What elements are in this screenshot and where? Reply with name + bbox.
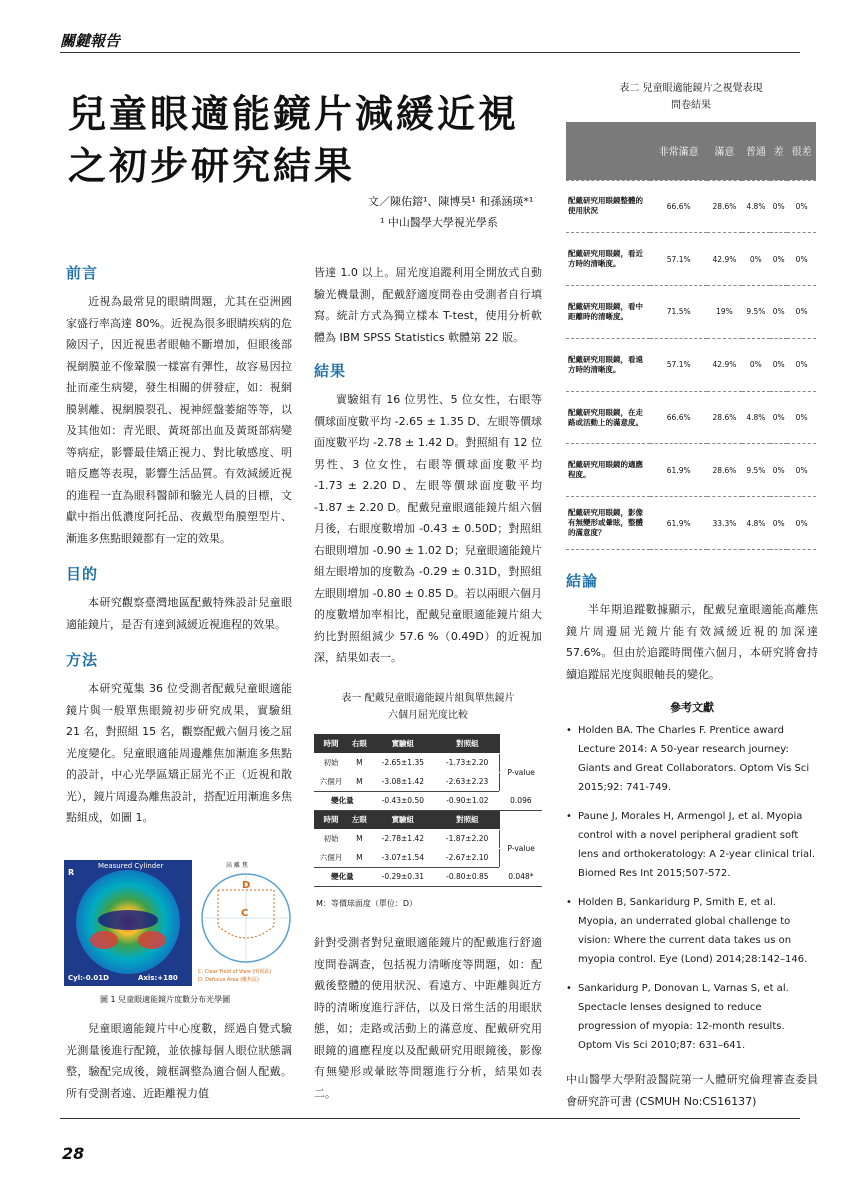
t2-cell: 28.6% <box>707 391 741 444</box>
conclusion-title: 結論 <box>566 572 599 590</box>
ethics-statement: 中山醫學大學附設醫院第一人體研究倫理審查委員會研究許可書 (CSMUH No:CS16137) <box>566 1073 818 1108</box>
t1-h-blank <box>500 810 542 829</box>
table-2 <box>566 122 816 550</box>
t2-cell: 0% <box>742 338 771 391</box>
t2-cell: 0% <box>770 338 787 391</box>
t1-cell: 變化量 <box>314 791 371 810</box>
t1-pvalue: P-value <box>500 753 542 791</box>
t2-cell: 0% <box>742 233 771 286</box>
t2-cell: 61.9% <box>650 497 707 550</box>
table-row <box>566 444 816 497</box>
diagram-top-label: 高 離 焦 <box>226 862 248 869</box>
title-line1: 兒童眼適能鏡片減緩近視 <box>68 92 520 136</box>
method-text-2: 兒童眼適能鏡片中心度數，經過自覺式驗光測量後進行配鏡，並依據每個人眼位狀態調整，驗配完成後，鏡框調整為適合個人配戴。所有受測者遠、近距離視力值 <box>66 1022 292 1100</box>
t1-h-ctrl: 對照組 <box>435 734 500 753</box>
table-row <box>314 753 542 772</box>
figure-1 <box>64 860 294 990</box>
table-2-caption <box>566 80 816 114</box>
table-1-header-right <box>314 734 542 753</box>
table-row <box>566 286 816 339</box>
column-1 <box>66 262 292 829</box>
table-2-caption-line2: 問卷結果 <box>671 100 711 111</box>
t2-cell: 0% <box>787 391 816 444</box>
t1-cell: M <box>348 829 371 848</box>
t2-h-satisfied: 滿意 <box>707 122 741 180</box>
page-number: 28 <box>62 1144 85 1163</box>
t1-cell: M <box>348 848 371 867</box>
lens-diagram <box>198 860 294 986</box>
table-row <box>566 338 816 391</box>
t2-cell: 0% <box>787 286 816 339</box>
t2-cell: 0% <box>787 180 816 233</box>
t2-row-label: 配戴研究用眼鏡，看遠方時的清晰度。 <box>566 338 650 391</box>
bullet-icon: • <box>566 897 572 908</box>
t1-cell: -0.43±0.50 <box>371 791 435 810</box>
table-row <box>566 497 816 550</box>
t1-cell: -2.63±2.23 <box>435 772 500 791</box>
table-1-header-left <box>314 810 542 829</box>
t1-cell: -0.29±0.31 <box>371 867 435 886</box>
t1-h-time: 時間 <box>314 810 348 829</box>
t2-cell: 57.1% <box>650 338 707 391</box>
map-title: Measured Cylinder <box>98 862 164 870</box>
results-text: 實驗組有 16 位男性、5 位女性，右眼等價球面度數平均 -2.65 ± 1.35 D、左眼等價球面度數平均 -2.78 ± 1.42 D。對照組有 12 位男性、3 位女性，右眼等價球面度數平均 -1.73 ± 2.20 D、左眼等價球面度數平均 -1.87 ± 2.20 D。配戴兒童眼適能鏡片組六個月後，右眼度數增加 -0.43 ± 0.50D；對照組右眼則增加 -0.90 ± 1.02 D；兒童眼適能鏡片組左眼增加的度數為 -0.29 ± 0.31D，對照組左眼則增加 -0.80 ± 0.85 D。若以兩眼六個月的度數增加率相比，配戴兒童眼適能鏡片組大約比對照組減少 57.6 %（0.49D）的近視加深，結果如表一。 <box>314 393 542 664</box>
t1-h-exp: 實驗組 <box>371 734 435 753</box>
diagram-legend-2: D: Defocus Area (離焦區) <box>198 977 259 983</box>
table-row <box>314 867 542 886</box>
table-2-body <box>566 180 816 550</box>
t1-cell: -2.78±1.42 <box>371 829 435 848</box>
t1-cell: 初始 <box>314 829 348 848</box>
table-row <box>566 233 816 286</box>
purpose-title: 目的 <box>66 565 99 583</box>
t1-h-exp: 實驗組 <box>371 810 435 829</box>
t1-cell: 初始 <box>314 753 348 772</box>
reference-item <box>566 979 818 1055</box>
t2-cell: 42.9% <box>707 338 741 391</box>
map-axis: Axis:+180 <box>138 974 178 982</box>
table-1-note: M：等價球面度（單位：D） <box>316 899 418 908</box>
t2-cell: 0% <box>770 444 787 497</box>
t1-cell: -1.87±2.20 <box>435 829 500 848</box>
t2-cell: 57.1% <box>650 233 707 286</box>
t1-pvalue: P-value <box>500 829 542 867</box>
t1-h-eye: 左眼 <box>348 810 371 829</box>
map-cyl: Cyl:-0.01D <box>68 974 109 982</box>
t1-h-blank <box>500 734 542 753</box>
figure-1-caption: 圖 1 兒童眼適能鏡片度數分布光學圖 <box>100 995 231 1004</box>
t2-cell: 66.6% <box>650 180 707 233</box>
t1-cell: -2.67±2.10 <box>435 848 500 867</box>
t2-cell: 0% <box>770 497 787 550</box>
diagram-c-label: C <box>241 908 249 919</box>
t2-cell: 42.9% <box>707 233 741 286</box>
t2-h-neutral: 普通 <box>742 122 771 180</box>
t2-cell: 71.5% <box>650 286 707 339</box>
t2-cell: 66.6% <box>650 391 707 444</box>
t2-cell: 4.8% <box>742 180 771 233</box>
table-1-caption-line2: 六個月屈光度比較 <box>388 710 468 721</box>
t1-cell: 變化量 <box>314 867 371 886</box>
table-1-caption-line1: 表一 配戴兒童眼適能鏡片組與單焦鏡片 <box>341 693 515 704</box>
method-text: 本研究蒐集 36 位受測者配戴兒童眼適能鏡片與一般單焦眼鏡初步研究成果，實驗組 21 名，對照組 15 名，觀察配戴六個月後之屈光度變化。兒童眼適能周邊離焦加漸進多焦點的設計，中心光學區矯正屈光不正（近視和散光），鏡片周邊為離焦設計，搭配近用漸進多焦點組成，如圖 1。 <box>66 682 292 824</box>
table-1 <box>314 734 542 887</box>
power-map-graphic <box>64 860 192 986</box>
t2-cell: 61.9% <box>650 444 707 497</box>
method-title: 方法 <box>66 651 99 669</box>
t2-row-label: 配戴研究用眼鏡，影像有無變形或暈眩，整體的滿意度？ <box>566 497 650 550</box>
t2-cell: 4.8% <box>742 391 771 444</box>
table-row <box>314 829 542 848</box>
t1-cell: -2.65±1.35 <box>371 753 435 772</box>
references-list <box>566 721 818 1055</box>
reference-text: Sankaridurg P, Donovan L, Varnas S, et al. Spectacle lenses designed to reduce progression of myopia: 12-month results. Optom Vis Sci 2010;87: 631–641. <box>578 983 789 1051</box>
table-1-caption <box>314 690 542 724</box>
t2-cell: 0% <box>787 444 816 497</box>
footer-rule <box>60 1118 800 1119</box>
section-header: 關鍵報告 <box>60 32 121 50</box>
table-2-header <box>566 122 816 180</box>
t2-cell: 28.6% <box>707 180 741 233</box>
title-line2: 之初步研究結果 <box>68 144 356 188</box>
t1-cell: M <box>348 772 371 791</box>
purpose-text: 本研究觀察臺灣地區配戴特殊設計兒童眼適能鏡片，是否有達到減緩近視進程的效果。 <box>66 596 292 631</box>
column-2 <box>314 262 542 669</box>
t1-h-ctrl: 對照組 <box>435 810 500 829</box>
survey-text: 針對受測者對兒童眼適能鏡片的配戴進行舒適度問卷調查，包括視力清晰度等問題，如：配戴後整體的使用狀況、看遠方、中距離與近方時的清晰度進行評估，以及日常生活的用眼狀態，如；走路或活動上的滿意度、配戴研究用眼鏡的適應程度以及配戴研究用眼鏡後，影像有無變形或暈眩等問題進行分析，結果如表二。 <box>314 936 542 1100</box>
t2-row-label: 配戴研究用眼鏡的適應程度。 <box>566 444 650 497</box>
reference-text: Holden B, Sankaridurg P, Smith E, et al. Myopia, an underrated global challenge to vision: Where the current data takes us on myopia control. Eye (Lond) 2014;28:142–146. <box>578 897 808 965</box>
t2-cell: 19% <box>707 286 741 339</box>
diagram-legend-1: C: Clear Field of View (明視區) <box>198 969 272 975</box>
table-row <box>566 180 816 233</box>
t1-cell: 0.048* <box>500 867 542 886</box>
power-map <box>64 860 192 986</box>
t1-cell: 六個月 <box>314 848 348 867</box>
t2-cell: 0% <box>770 286 787 339</box>
table-row <box>314 791 542 810</box>
col2-text-1: 皆達 1.0 以上。屈光度追蹤利用全開放式自動驗光機量測，配戴舒適度問卷由受測者自行填寫。統計方式為獨立樣本 T-test，使用分析軟體為 IBM SPSS Statistics 軟體第 22 版。 <box>314 266 542 344</box>
t2-h-blank <box>566 122 650 180</box>
reference-item <box>566 807 818 883</box>
t1-cell: -1.73±2.20 <box>435 753 500 772</box>
reference-text: Holden BA. The Charles F. Prentice award Lecture 2014: A 50-year research journey: Giants and Great Collaborators. Optom Vis Sci 2015;92: 741-749. <box>578 725 810 793</box>
t1-h-eye: 右眼 <box>348 734 371 753</box>
t2-cell: 0% <box>770 180 787 233</box>
table-2-caption-line1: 表二 兒童眼適能鏡片之視覺表現 <box>619 83 763 94</box>
refs-title: 參考文獻 <box>670 701 714 714</box>
map-r-label: R <box>68 868 75 877</box>
t1-cell: -3.08±1.42 <box>371 772 435 791</box>
t2-h-very-poor: 很差 <box>787 122 816 180</box>
t2-cell: 0% <box>770 233 787 286</box>
t2-cell: 0% <box>787 233 816 286</box>
reference-item <box>566 893 818 969</box>
bullet-icon: • <box>566 811 572 822</box>
t1-cell: 六個月 <box>314 772 348 791</box>
reference-text: Paune J, Morales H, Armengol J, et al. Myopia control with a novel peripheral gradient soft lens and orthokeratology: A 2-year clinical trial. Biomed Res Int 2015;507-572. <box>578 811 816 879</box>
t2-cell: 0% <box>787 497 816 550</box>
affiliation: ¹ 中山醫學大學視光學系 <box>380 216 498 229</box>
t2-cell: 9.5% <box>742 444 771 497</box>
intro-text: 近視為最常見的眼睛問題，尤其在亞洲國家盛行率高達 80%。近視為很多眼睛疾病的危險因子，因近視患者眼軸不斷增加，但眼後部視網膜並不像鞏膜一樣富有彈性，故容易因拉扯而產生病變，發生相關的併發症，如：視網膜剝離、視網膜裂孔、視神經盤萎縮等等，以及其他如：青光眼、黃斑部出血及黃斑部病變等病症，影響最佳矯正視力、對比敏感度、明暗反應等表現，影響生活品質。有效減緩近視的進程一直為眼科醫師和驗光人員的目標，文獻中指出低濃度阿托品、夜戴型角膜塑型片、漸進多焦點眼鏡都有一定的效果。 <box>66 295 292 545</box>
t2-row-label: 配戴研究用眼鏡，看近方時的清晰度。 <box>566 233 650 286</box>
t2-h-poor: 差 <box>770 122 787 180</box>
bullet-icon: • <box>566 983 572 994</box>
conclusion-text: 半年期追蹤數據顯示，配戴兒童眼適能高離焦鏡片周邊屈光鏡片能有效減緩近視的加深達 57.6%。但由於追蹤時間僅六個月，本研究將會持續追蹤屈光度與眼軸長的變化。 <box>566 603 818 681</box>
t1-cell: -0.80±0.85 <box>435 867 500 886</box>
t2-cell: 28.6% <box>707 444 741 497</box>
table-row <box>566 391 816 444</box>
t2-cell: 33.3% <box>707 497 741 550</box>
intro-title: 前言 <box>66 264 99 282</box>
t2-h-very-satisfied: 非常滿意 <box>650 122 707 180</box>
header-rule <box>60 52 800 53</box>
t1-cell: -0.90±1.02 <box>435 791 500 810</box>
authors: 文／陳佑鎔¹、陳博昊¹ 和孫涵瑛*¹ <box>368 195 534 208</box>
t1-h-time: 時間 <box>314 734 348 753</box>
t1-cell: M <box>348 753 371 772</box>
t2-row-label: 配戴研究用眼鏡整體的使用狀況 <box>566 180 650 233</box>
reference-item <box>566 721 818 797</box>
article-title <box>68 88 519 192</box>
column-3 <box>566 570 818 1112</box>
t2-row-label: 配戴研究用眼鏡，看中距離時的清晰度。 <box>566 286 650 339</box>
t2-cell: 0% <box>770 391 787 444</box>
t2-cell: 0% <box>787 338 816 391</box>
t2-cell: 4.8% <box>742 497 771 550</box>
bullet-icon: • <box>566 725 572 736</box>
results-title: 結果 <box>314 362 347 380</box>
t1-cell: 0.096 <box>500 791 542 810</box>
t2-row-label: 配戴研究用眼鏡，在走路或活動上的滿意度。 <box>566 391 650 444</box>
t2-cell: 9.5% <box>742 286 771 339</box>
diagram-d-label: D <box>242 880 251 891</box>
t1-cell: -3.07±1.54 <box>371 848 435 867</box>
